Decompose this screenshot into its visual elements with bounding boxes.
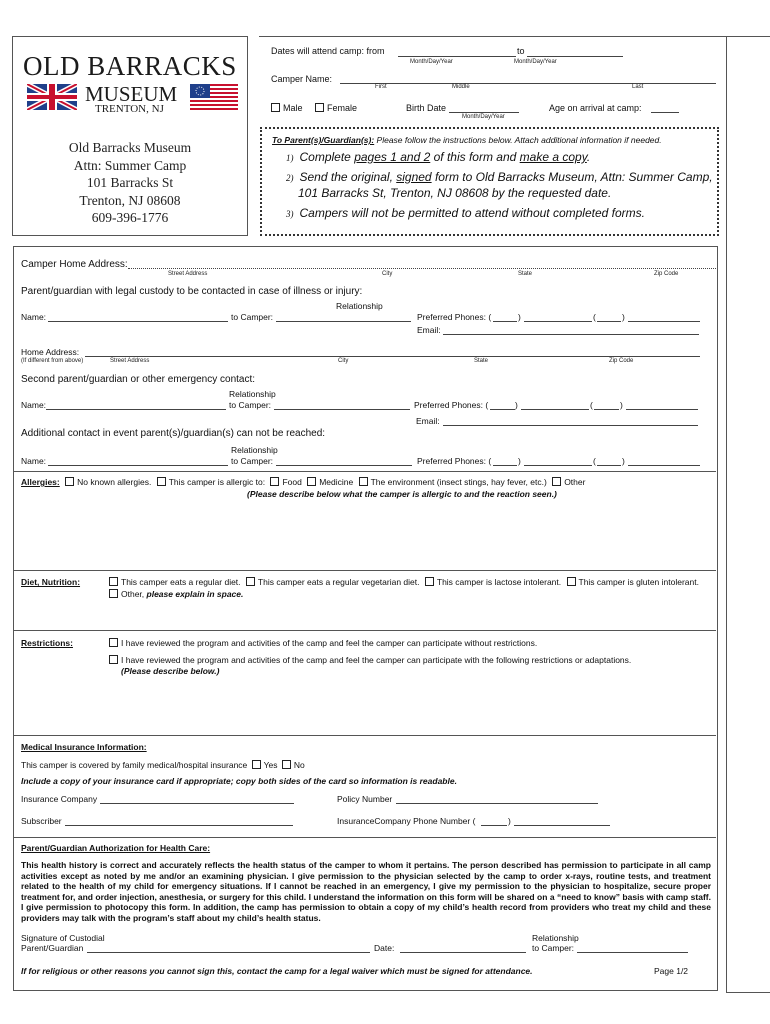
checkbox-icon[interactable] (282, 760, 291, 769)
section-divider (13, 630, 716, 631)
checkbox-icon[interactable] (425, 577, 434, 586)
paren-close: ) (620, 400, 623, 410)
allergy-option-allergic: This camper is allergic to: (168, 477, 266, 487)
checkbox-icon[interactable] (359, 477, 368, 486)
instructions-lead-bold: To Parent(s)/Guardian(s): (272, 135, 375, 145)
camper-name-label: Camper Name: (271, 74, 333, 84)
paren-close: ) (518, 456, 521, 466)
parent2-phone-1[interactable] (521, 409, 589, 410)
diet-option-vegetarian: This camper eats a regular vegetarian diet. (257, 577, 420, 587)
diet-options (109, 577, 699, 587)
restriction-option-none (109, 638, 537, 648)
restriction-option-adapt-text: I have reviewed the program and activities of the camp and feel the camper can participate with the following restrictions or adaptations. (121, 655, 632, 665)
signature-field[interactable] (87, 952, 370, 953)
parent1-relationship: Relationship (336, 301, 383, 311)
address-line: Old Barracks Museum (68, 140, 192, 155)
parent2-name-field[interactable] (46, 409, 226, 410)
diet-other (109, 589, 243, 599)
date-to-field[interactable] (527, 56, 623, 57)
parent1-state-sub: State (474, 358, 489, 364)
checkbox-icon[interactable] (246, 577, 255, 586)
page-number: Page 1/2 (654, 966, 689, 976)
parent1-city-sub: City (338, 358, 349, 364)
dates-to: to (517, 46, 525, 56)
signature-date-field[interactable] (400, 952, 526, 953)
parent2-heading: Second parent/guardian or other emergency contact: (21, 374, 256, 385)
additional-phone-area-2[interactable] (597, 465, 621, 466)
insurance-phone-area[interactable] (481, 825, 507, 826)
instruction-3-num: 3) (286, 209, 294, 219)
parent1-street-sub: Street Address (110, 358, 150, 364)
section-divider (13, 471, 716, 472)
address-line: 101 Barracks St (86, 175, 174, 190)
museum-address (13, 139, 247, 227)
allergy-option-environment: The environment (insect stings, hay fever, etc.) (370, 477, 547, 487)
paren-close: ) (622, 456, 625, 466)
instructions-lead-rest: Please follow the instructions below. Attach additional information if needed. (374, 135, 662, 145)
allergy-option-none: No known allergies. (77, 477, 152, 487)
signature-label-1: Signature of Custodial (21, 933, 105, 943)
checkbox-icon[interactable] (109, 655, 118, 664)
home-street-sub: Street Address (168, 271, 208, 277)
additional-heading: Additional contact in event parent(s)/guardian(s) can not be reached: (21, 428, 326, 439)
checkbox-icon[interactable] (109, 577, 118, 586)
parent2-phone-2[interactable] (626, 409, 698, 410)
checkbox-icon[interactable] (65, 477, 74, 486)
additional-to-camper: to Camper: (231, 456, 274, 466)
additional-phone-area-1[interactable] (493, 465, 517, 466)
instruction-1-text-d: make a copy (519, 150, 587, 164)
parent2-email-field[interactable] (443, 425, 698, 426)
authorization-heading: Parent/Guardian Authorization for Health Care: (21, 843, 211, 853)
diet-option-lactose: This camper is lactose intolerant. (436, 577, 562, 587)
parent2-email-label: Email: (416, 416, 440, 426)
parent1-home-label: Home Address: (21, 347, 80, 357)
insurance-phone-field[interactable] (514, 825, 610, 826)
waiver-note: If for religious or other reasons you cannot sign this, contact the camp for a legal waiver which must be signed for attendance. (21, 966, 533, 976)
insurance-phone-label: InsuranceCompany Phone Number ( (337, 816, 476, 826)
checkbox-icon[interactable] (109, 638, 118, 647)
paren-open: ( (593, 456, 596, 466)
sig-relationship-field[interactable] (577, 952, 688, 953)
camper-last-sub: Last (632, 84, 644, 90)
address-line: Trenton, NJ 08608 (79, 192, 181, 208)
instruction-3 (286, 206, 645, 220)
camper-name-field[interactable] (340, 83, 716, 84)
diet-option-other: Other, (121, 589, 145, 599)
paren-open: ( (590, 400, 593, 410)
home-city-sub: City (382, 271, 393, 277)
date-from-sub: Month/Day/Year (410, 59, 453, 65)
us-flag-icon (190, 84, 238, 110)
parent1-email-field[interactable] (443, 334, 699, 335)
policy-number-field[interactable] (396, 803, 598, 804)
insurance-company-field[interactable] (100, 803, 294, 804)
date-label: Date: (374, 943, 395, 953)
insurance-copy-note: Include a copy of your insurance card if appropriate; copy both sides of the card so information is readable. (21, 776, 457, 786)
paren-close: ) (508, 816, 511, 826)
parent1-phone-area-1[interactable] (493, 321, 517, 322)
camper-first-sub: First (375, 84, 387, 90)
instruction-3-text: Campers will not be permitted to attend without completed forms. (299, 206, 645, 220)
parent1-heading: Parent/guardian with legal custody to be contacted in case of illness or injury: (21, 286, 363, 297)
insurance-covered-row (21, 760, 305, 770)
address-line: Attn: Summer Camp (73, 157, 187, 173)
subscriber-field[interactable] (65, 825, 293, 826)
authorization-body: This health history is correct and accurately reflects the health status of the camper to whom it pertains. The person described has permission to participate in all camp activities except as noted by me and/or an examining physician. I give permission to the physician selected by the camp to order x-rays, routine tests, and treatment related to the health of my child for emergency situations. If I cannot be reached in an emergency, I give my permission to the physician to hospitalize, secure proper treatment for, and order injection, anesthesia, or surgery for this child. I understand the information on this form will be shared on a “need to know” basis with camp staff. I give permission to photocopy this form. In addition, the camp has permission to obtain a copy of my child’s health record from providers who treat my child and these providers may talk with the program’s staff about my child’s health status. (21, 860, 711, 923)
checkbox-icon[interactable] (307, 477, 316, 486)
diet-description-area[interactable] (14, 601, 716, 629)
checkbox-icon[interactable] (315, 103, 324, 112)
home-address-label: Camper Home Address: (21, 259, 128, 270)
parent1-if-diff: (If different from above) (21, 358, 84, 364)
address-line: 609-396-1776 (91, 210, 169, 225)
additional-relationship: Relationship (231, 445, 278, 455)
instructions-lead (272, 135, 662, 145)
instruction-1-text-e: . (586, 150, 591, 164)
instruction-2-line2: 101 Barracks St, Trenton, NJ 08608 by the requested date. (298, 186, 612, 200)
additional-name-label: Name: (21, 456, 47, 466)
male-label: Male (283, 103, 303, 113)
paren-close: ) (518, 312, 521, 322)
parent1-home-field[interactable] (85, 356, 700, 357)
age-field[interactable] (651, 112, 679, 113)
allergy-option-food: Food (282, 477, 302, 487)
insurance-heading: Medical Insurance Information: (21, 742, 147, 752)
parent2-relationship: Relationship (229, 389, 276, 399)
allergy-option-medicine: Medicine (319, 477, 354, 487)
checkbox-icon[interactable] (109, 589, 118, 598)
birth-date-field[interactable] (449, 112, 519, 113)
parent1-phone-area-2[interactable] (597, 321, 621, 322)
top-right-frame (259, 36, 726, 37)
parent2-phones-label: Preferred Phones: ( (414, 400, 489, 410)
restrictions-description-area[interactable] (14, 678, 716, 734)
female-option[interactable] (315, 103, 357, 113)
parent2-relationship-field[interactable] (274, 409, 410, 410)
paren-open: ( (593, 312, 596, 322)
instruction-1 (286, 150, 590, 164)
parent1-to-camper: to Camper: (231, 312, 274, 322)
allergies-description-area[interactable] (14, 500, 716, 570)
additional-phone-2[interactable] (628, 465, 700, 466)
parent1-phone-2[interactable] (628, 321, 700, 322)
dates-label: Dates will attend camp: from (271, 46, 385, 56)
instruction-2-text-c: form to Old Barracks Museum, Attn: Summer Camp, (431, 170, 713, 184)
right-margin-frame (726, 36, 770, 993)
additional-phones-label: Preferred Phones: ( (417, 456, 492, 466)
birth-date-label: Birth Date (406, 103, 447, 113)
paren-close: ) (622, 312, 625, 322)
male-option[interactable] (271, 103, 303, 113)
sig-to-camper-label: to Camper: (532, 943, 575, 953)
parent2-phone-area-2[interactable] (594, 409, 619, 410)
checkbox-icon[interactable] (252, 760, 261, 769)
parent2-name-label: Name: (21, 400, 47, 410)
subscriber-label: Subscriber (21, 816, 62, 826)
instruction-1-text-a: Complete (299, 150, 355, 164)
paren-close: ) (515, 400, 518, 410)
parent1-relationship-field[interactable] (276, 321, 411, 322)
policy-number-label: Policy Number (337, 794, 393, 804)
additional-name-field[interactable] (48, 465, 228, 466)
diet-option-gluten: This camper is gluten intolerant. (578, 577, 699, 587)
parent1-name-field[interactable] (48, 321, 228, 322)
instruction-2-text-a: Send the original, (299, 170, 397, 184)
instruction-2-text-b: signed (396, 170, 432, 184)
checkbox-icon[interactable] (271, 103, 280, 112)
uk-flag-icon (27, 84, 77, 110)
diet-label: Diet, Nutrition: (21, 577, 81, 587)
checkbox-icon[interactable] (157, 477, 166, 486)
instruction-1-num: 1) (286, 153, 294, 163)
checkbox-icon[interactable] (552, 477, 561, 486)
instructions-box (260, 127, 719, 236)
checkbox-icon[interactable] (270, 477, 279, 486)
parent1-email-label: Email: (417, 325, 441, 335)
additional-phone-1[interactable] (524, 465, 592, 466)
logo-address-box (12, 36, 248, 236)
logo-title: OLD BARRACKS (23, 51, 237, 81)
age-label: Age on arrival at camp: (549, 103, 642, 113)
home-address-field[interactable] (128, 268, 716, 269)
diet-option-regular: This camper eats a regular diet. (121, 577, 241, 587)
allergies-note: (Please describe below what the camper is allergic to and the reaction seen.) (247, 489, 557, 499)
logo-location: TRENTON, NJ (95, 103, 164, 115)
insurance-covered-text: This camper is covered by family medical/hospital insurance (21, 760, 248, 770)
restriction-option-adapt (109, 655, 631, 665)
parent1-phone-1[interactable] (524, 321, 592, 322)
date-from-field[interactable] (398, 56, 516, 57)
female-label: Female (327, 103, 358, 113)
instruction-1-text-c: of this form and (430, 150, 520, 164)
instruction-2 (286, 170, 713, 184)
parent1-zip-sub: Zip Code (609, 358, 634, 364)
insurance-company-label: Insurance Company (21, 794, 98, 804)
home-zip-sub: Zip Code (654, 271, 679, 277)
section-divider (13, 837, 716, 838)
allergy-option-other: Other (564, 477, 586, 487)
camper-middle-sub: Middle (452, 84, 470, 90)
parent1-phones-label: Preferred Phones: ( (417, 312, 492, 322)
diet-other-note: please explain in space. (144, 589, 244, 599)
parent1-name-label: Name: (21, 312, 47, 322)
restriction-option-none-text: I have reviewed the program and activities of the camp and feel the camper can participate without restrictions. (121, 638, 538, 648)
allergies-row (21, 477, 585, 487)
sig-relationship-label: Relationship (532, 933, 579, 943)
additional-relationship-field[interactable] (276, 465, 412, 466)
home-state-sub: State (518, 271, 533, 277)
insurance-no: No (293, 760, 305, 770)
section-divider (13, 570, 716, 571)
parent2-to-camper: to Camper: (229, 400, 272, 410)
instruction-2-num: 2) (286, 173, 294, 183)
date-to-sub: Month/Day/Year (514, 59, 557, 65)
signature-label-2: Parent/Guardian (21, 943, 84, 953)
logo-museum: MUSEUM (85, 82, 178, 106)
insurance-yes: Yes (263, 760, 278, 770)
instruction-1-text-b: pages 1 and 2 (354, 150, 431, 164)
restrictions-note: (Please describe below.) (121, 666, 220, 676)
allergies-label: Allergies: (21, 477, 60, 487)
checkbox-icon[interactable] (567, 577, 576, 586)
birth-date-sub: Month/Day/Year (462, 114, 505, 120)
parent2-phone-area-1[interactable] (490, 409, 515, 410)
section-divider (13, 735, 716, 736)
restrictions-label: Restrictions: (21, 638, 73, 648)
